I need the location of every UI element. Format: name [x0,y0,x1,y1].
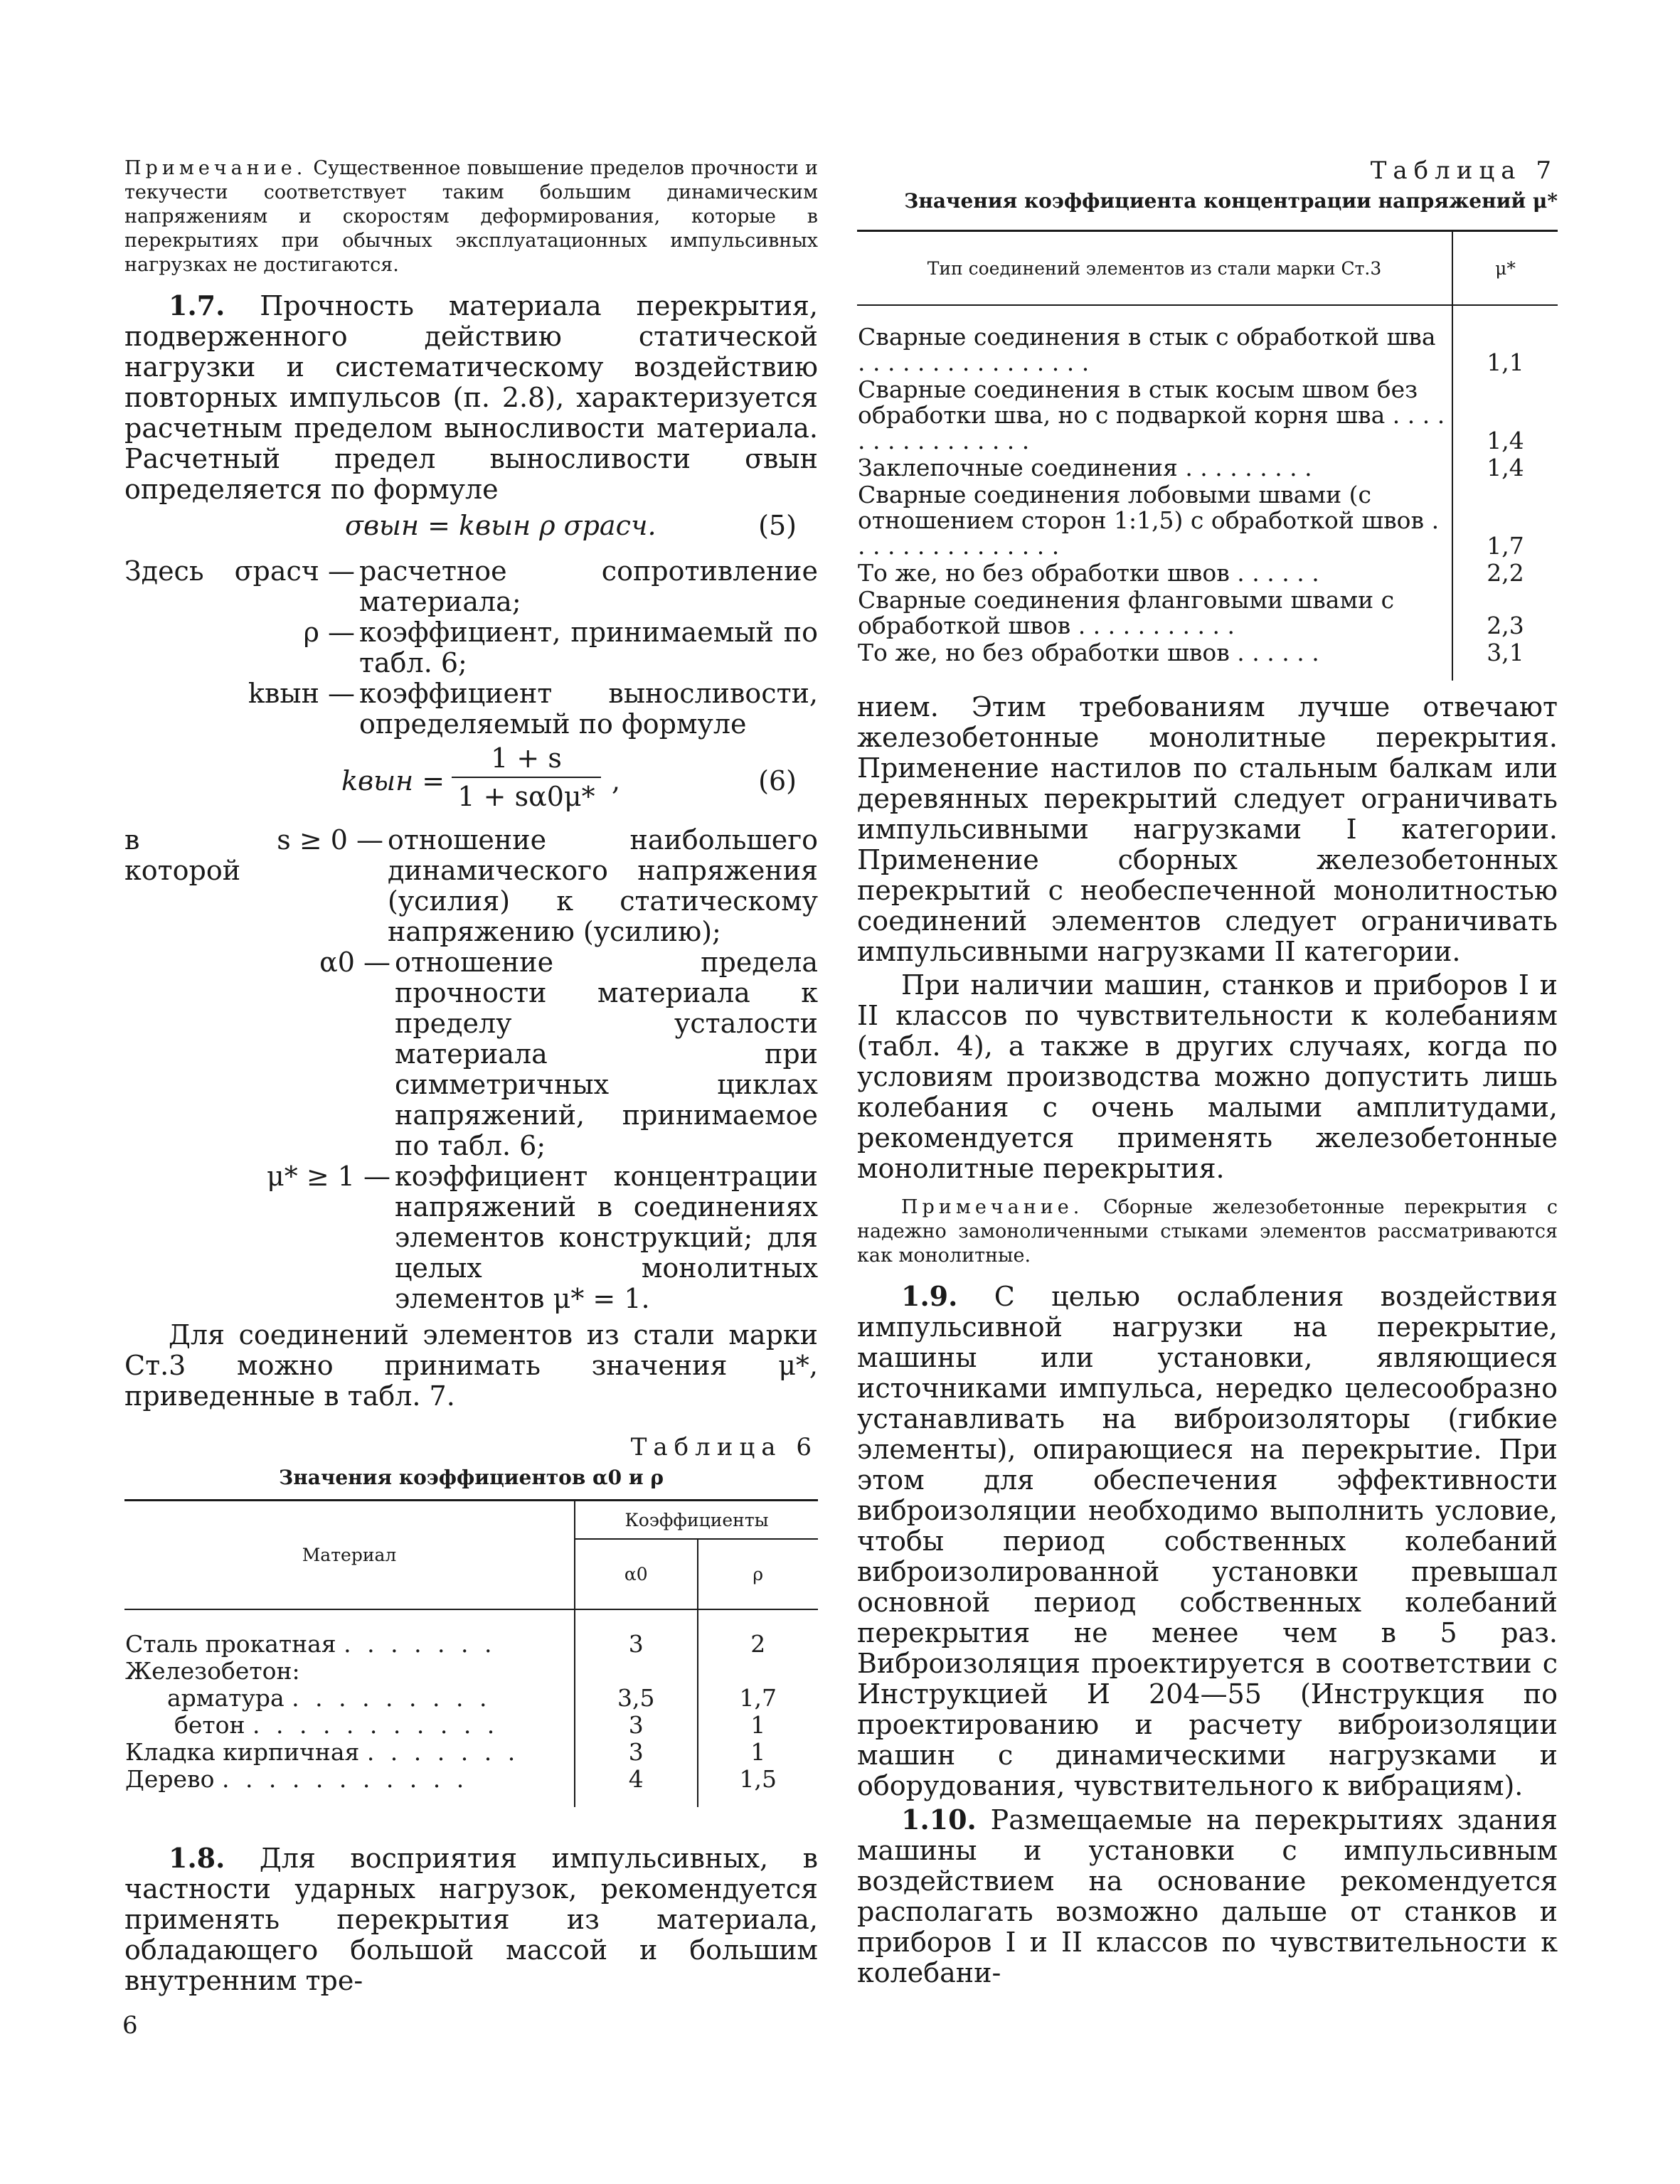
definition-row [124,556,818,617]
row-value: 1,4 [1452,376,1558,454]
formula-6-numerator: 1 + s [452,742,601,778]
note-label: Примечание. [901,1196,1084,1218]
definition-symbol: ρ — [303,617,355,648]
table-title: Значения коэффициента концентрации напряжений μ* [904,189,1558,213]
section-1-10 [857,1804,1558,1988]
formula-5 [124,505,818,546]
table-row [857,587,1558,639]
definition-row [124,617,818,678]
row-text: То же, но без обработки швов . . . . . . [858,639,1319,666]
row-text: Сварные соединения лобовыми швами (с отношением сторон 1:1,5) с обработкой швов . . . . . . . . . . . . . . . [858,481,1440,560]
definitions-list [124,556,818,740]
concentration-table [857,230,1558,681]
row-rho: 1 [750,1738,766,1766]
row-alpha: 3 [575,1739,698,1766]
definition-row [124,947,818,1161]
table-row [857,560,1558,587]
row-alpha [575,1658,698,1685]
row-rho: 1,7 [739,1684,777,1712]
row-value: 1,4 [1452,454,1558,481]
table-row [124,1739,818,1766]
definition-row [124,825,818,947]
formula-6-denominator: 1 + sα0μ* [457,781,595,812]
formula-6-comma: , [612,765,621,797]
table-row [124,1712,818,1739]
closing-paragraph: Для соединений элементов из стали марки Ст.3 можно принимать значения μ*, приведенные в табл. 7. [124,1319,818,1412]
here-label: Здесь [124,555,204,587]
table-row [857,639,1558,666]
row-text: Сварные соединения в стык косым швом без обработки шва, но с подваркой корня шва . . . . . . . . . . . . . . . . [858,375,1445,454]
formula-6-number: (6) [758,765,797,797]
section-text: Прочность материала перекрытия, подверженного действию статической нагрузки и систематическому воздействию повторных импульсов (п. 2.8), характеризуется расчетным пределом выносливости материала. Расчетный предел выносливости σвын определяется по формуле [124,290,818,505]
row-alpha: 3 [575,1631,698,1658]
definition-text: коэффициент концентрации напряжений в соединениях элементов конструкций; для целых монолитных элементов μ* = 1. [395,1161,818,1314]
row-name: Дерево . . . . . . . . . . . [124,1766,575,1793]
table-row [857,454,1558,481]
formula-5-number: (5) [758,510,797,541]
definition-symbol: μ* ≥ 1 — [267,1161,390,1192]
row-name: бетон . . . . . . . . . . . [124,1712,575,1739]
row-text: Сварные соединения в стык с обработкой шва . . . . . . . . . . . . . . . . [858,323,1436,376]
definition-text: отношение предела прочности материала к пределу усталости материала при симметричных циклах напряжений, принимаемое по табл. 6; [395,947,818,1161]
row-name: арматура . . . . . . . . . [124,1685,575,1712]
definition-text: коэффициент выносливости, определяемый по формуле [359,678,818,740]
section-text: Для восприятия импульсивных, в частности ударных нагрузок, рекомендуется применять перекрытия из материала, обладающего большой массой и большим внутренним тре- [124,1843,818,1996]
table-row [857,324,1558,376]
definition-symbol: σрасч — [234,555,355,587]
section-number: 1.7. [169,289,225,321]
section-text: С целью ослабления воздействия импульсивной нагрузки на перекрытие, машины или установки, являющиеся источниками импульса, нередко целесообразно устанавливать на виброизоляторы (гибкие элементы), опирающиеся на перекрытие. При этом для обеспечения эффективности виброизоляции необходимо выполнить условие, чтобы период собственных колебаний виброизолированной установки превышал основной период собственных колебаний перекрытия не менее чем в 5 раз. Виброизоляция проектируется в соответствии с Инструкцией И 204—55 (Инструкция по проектированию и расчету виброизоляции машин с динамическими нагрузками и оборудования, чувствительного к вибрациям). [857,1281,1558,1801]
table-row [124,1658,818,1685]
note-text: Существенное повышение пределов прочности и текучести соответствует таким большим динамическим напряжениям и скоростям деформирования, которые в перекрытиях при обычных эксплуатационных импульсивных нагрузках не достигаются. [124,157,818,276]
definition-row [124,1161,818,1314]
row-value: 1,7 [1452,481,1558,560]
row-text: Заклепочные соединения . . . . . . . . . [858,454,1312,481]
row-name: Кладка кирпичная . . . . . . . [124,1739,575,1766]
row-rho: 2 [750,1630,766,1658]
definition-symbol: s ≥ 0 — [277,824,383,856]
table-row [124,1631,818,1658]
definitions-list-2 [124,825,818,1314]
table-6 [124,1433,818,1807]
section-text: Размещаемые на перекрытиях здания машины и установки с импульсивным воздействием на основание рекомендуется располагать возможно дальше от станков и приборов I и II классов по чувствительности к колебани- [857,1804,1558,1988]
table-row [124,1685,818,1712]
definition-symbol: kвын — [248,678,355,709]
coefficients-table [124,1499,818,1807]
table-7 [857,156,1558,681]
page-number: 6 [122,2011,138,2040]
right-column [857,156,1558,1988]
section-1-8-continued: нием. Этим требованиям лучше отвечают железобетонные монолитные перекрытия. Применение настилов по стальным балкам или деревянных перекрытий следует ограничивать импульсивными нагрузками I категории. Применение сборных железобетонных перекрытий с необеспеченной монолитностью соединений элементов следует ограничивать импульсивными нагрузками II категории. [857,691,1558,967]
column-header-rho: ρ [698,1539,819,1609]
row-rho [698,1658,819,1685]
left-column [124,156,818,1996]
column-header-coefficients: Коэффициенты [575,1501,818,1540]
definition-text: расчетное сопротивление материала; [359,555,818,617]
table-row [124,1766,818,1793]
formula-6 [124,740,818,825]
table-row [857,481,1558,560]
row-alpha: 3 [575,1712,698,1739]
row-text: То же, но без обработки швов . . . . . . [858,559,1319,587]
row-name: Железобетон: [124,1658,575,1685]
table-label: Таблица 7 [1370,156,1558,185]
row-name: Сталь прокатная . . . . . . . [124,1631,575,1658]
row-rho: 1 [750,1711,766,1739]
formula-6-lhs: kвын = [341,765,445,797]
table-label: Таблица 6 [630,1433,818,1461]
column-header-type: Тип соединений элементов из стали марки Ст.3 [857,231,1452,306]
row-value: 2,3 [1452,587,1558,639]
section-1-8 [124,1843,818,1996]
definition-text: отношение наибольшего динамического напряжения (усилия) к статическому напряжению (усилию); [388,824,818,947]
section-number: 1.9. [901,1280,958,1312]
table-row [857,376,1558,454]
definition-text: коэффициент, принимаемый по табл. 6; [359,617,818,678]
row-alpha: 3,5 [575,1685,698,1712]
row-value: 3,1 [1452,639,1558,666]
which-label: в которой [124,824,241,886]
column-header-alpha: α0 [575,1539,698,1609]
section-number: 1.8. [169,1842,225,1874]
section-number: 1.10. [901,1804,977,1836]
row-value: 2,2 [1452,560,1558,587]
formula-6-fraction [452,742,601,812]
definition-row [124,678,818,740]
note-strength [124,156,818,277]
definition-symbol: α0 — [319,947,390,978]
note-text: Сборные железобетонные перекрытия с надежно замоноличенными стыками элементов рассматриваются как монолитные. [857,1196,1558,1267]
formula-5-expression: σвын = kвын ρ σрасч. [345,510,656,541]
section-1-7 [124,290,818,505]
row-text: Сварные соединения фланговыми швами с обработкой швов . . . . . . . . . . . [858,586,1395,639]
section-1-8-paragraph-2: При наличии машин, станков и приборов I и II классов по чувствительности к колебаниям (табл. 4), а также в других случаях, когда по условиям производства можно допустить лишь колебания с очень малыми амплитудами, рекомендуется применять железобетонные монолитные перекрытия. [857,969,1558,1184]
row-rho: 1,5 [739,1765,777,1793]
table-title: Значения коэффициентов α0 и ρ [279,1466,664,1489]
column-header-material: Материал [124,1501,575,1610]
row-alpha: 4 [575,1766,698,1793]
column-header-mu: μ* [1452,231,1558,306]
row-value: 1,1 [1452,324,1558,376]
note-label: Примечание. [124,157,307,179]
section-1-9 [857,1281,1558,1801]
note-prefab [857,1195,1558,1268]
